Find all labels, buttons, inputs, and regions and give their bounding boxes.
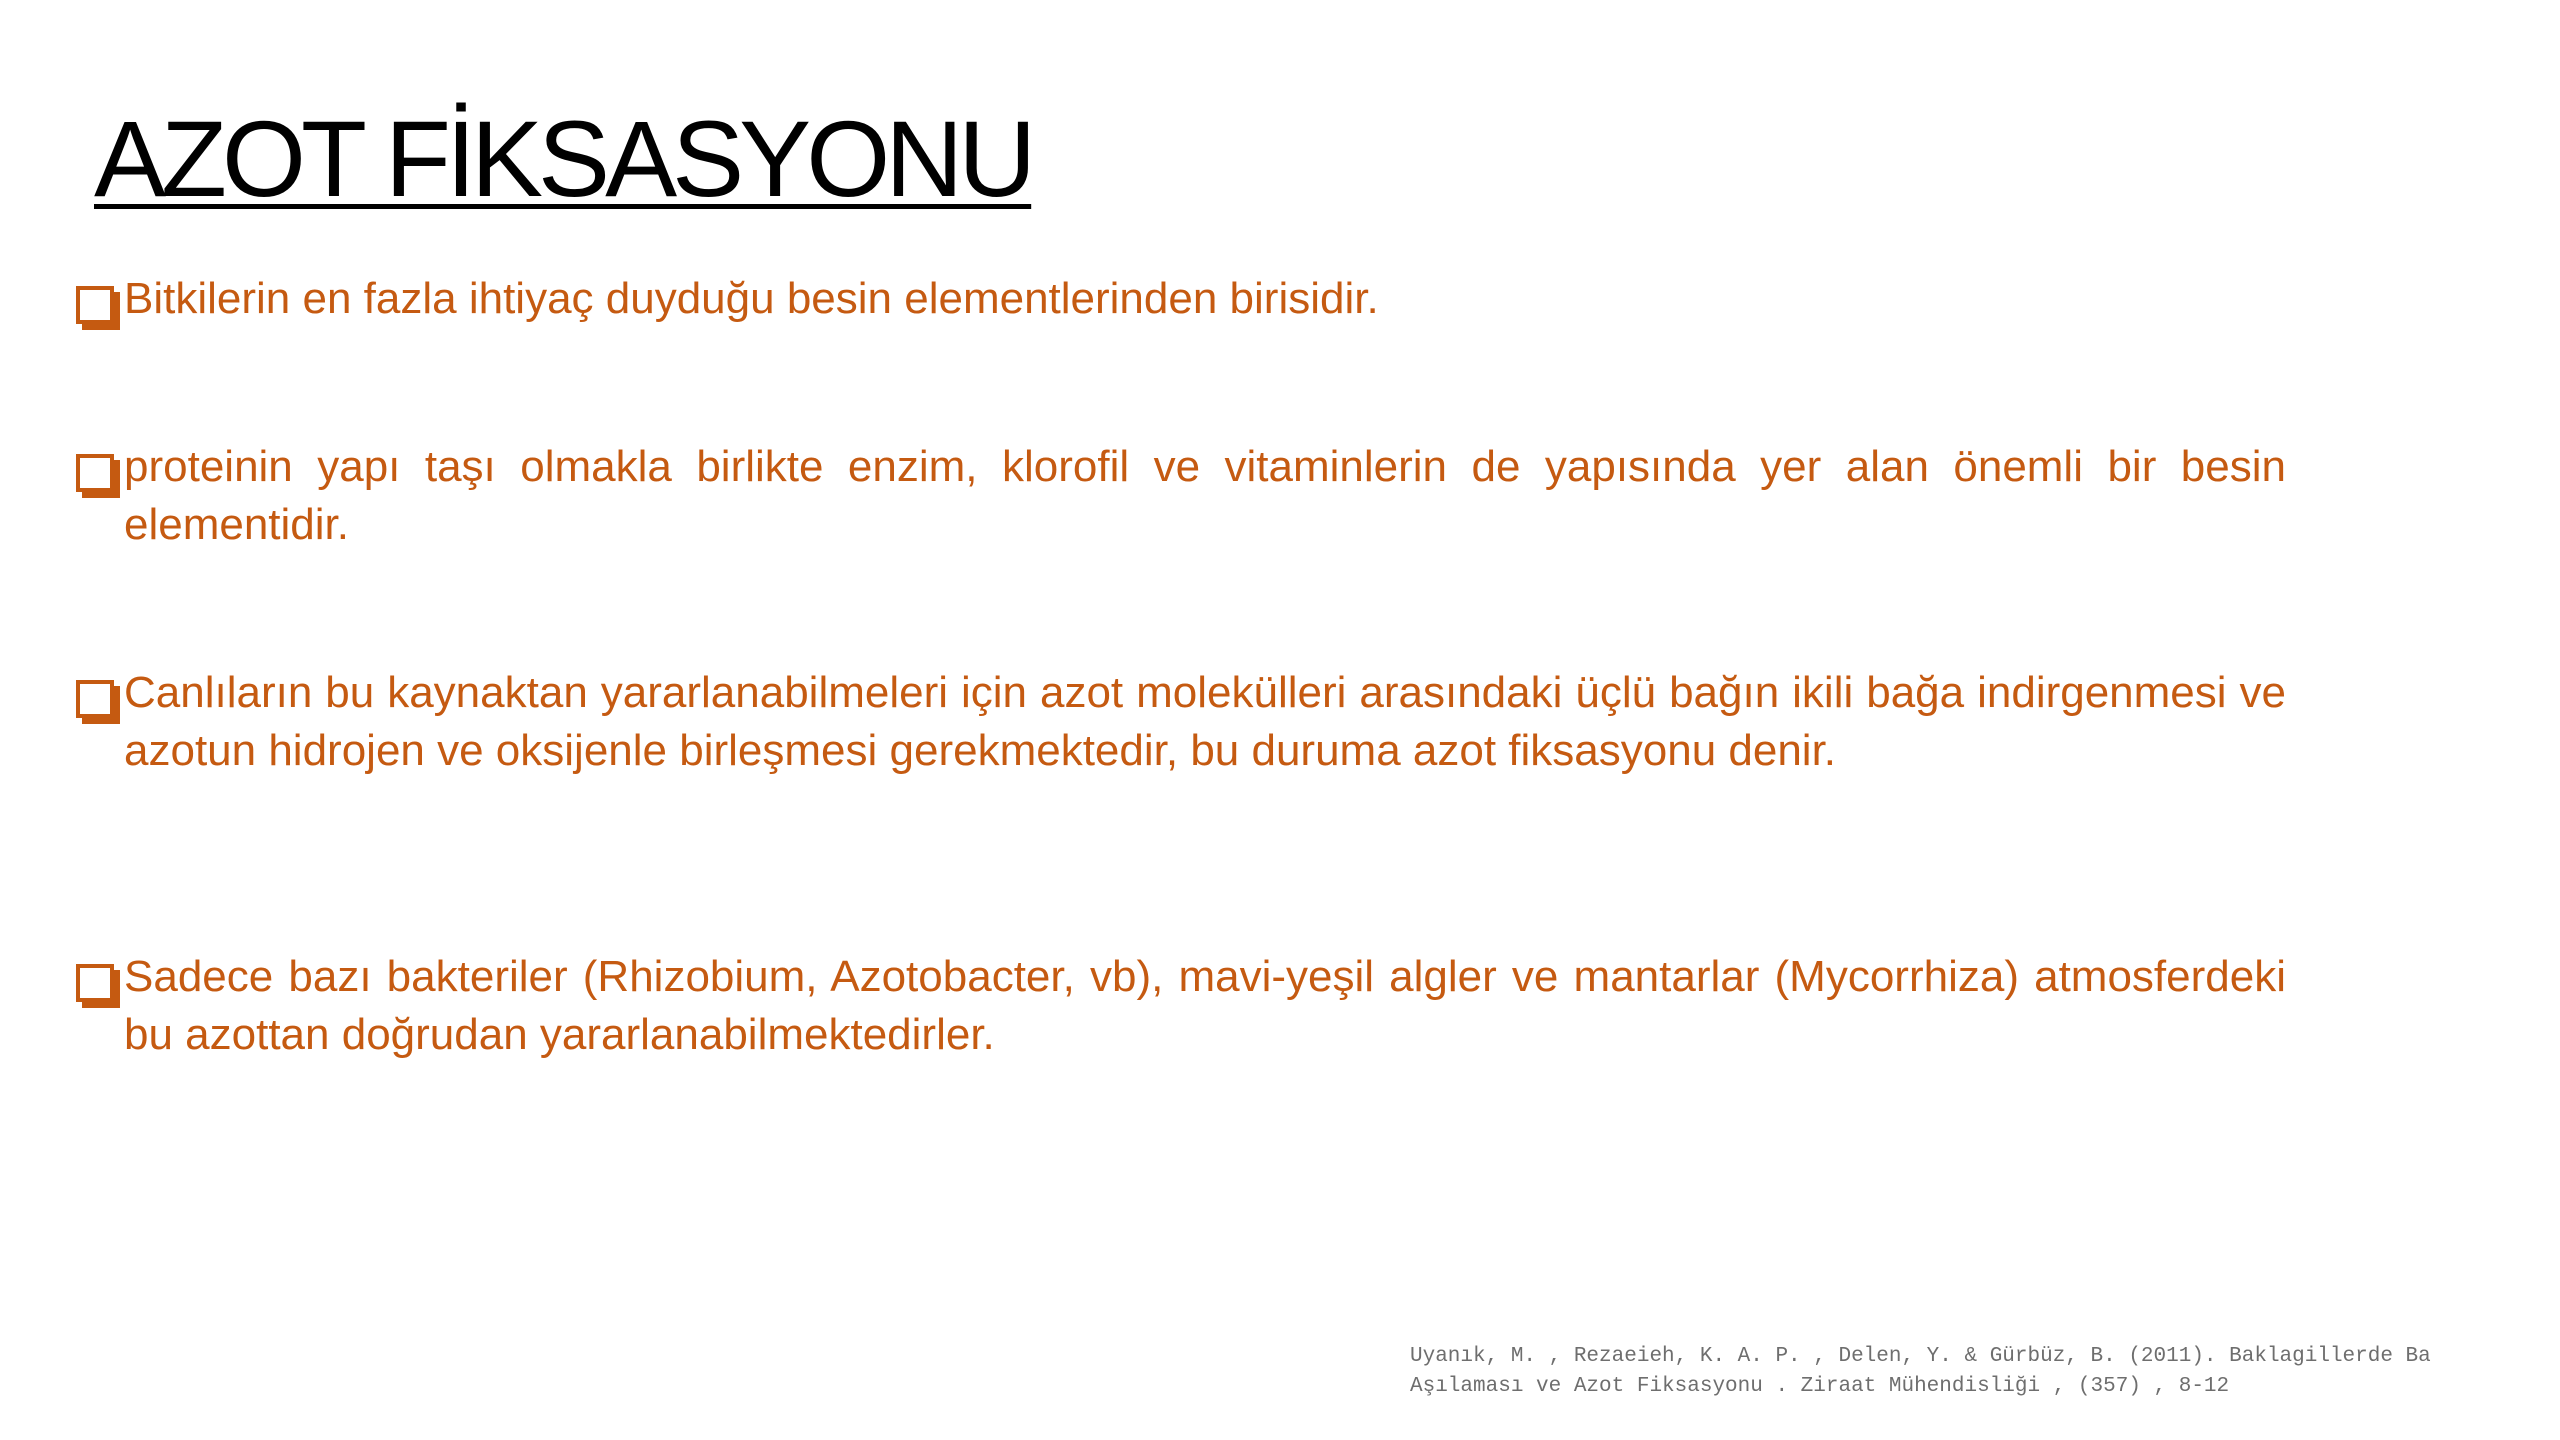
- hollow-square-bullet-icon: [76, 680, 114, 718]
- slide-title: AZOT FİKSASYONU: [94, 98, 1032, 219]
- bullet-text: proteinin yapı taşı olmakla birlikte enzim, klorofil ve vitaminlerin de yapısında yer alan önemli bir besin elementidir.: [124, 442, 2286, 549]
- bullet-item: [76, 438, 2286, 554]
- hollow-square-bullet-icon: [76, 454, 114, 492]
- citation-line: Aşılaması ve Azot Fiksasyonu . Ziraat Mühendisliği , (357) , 8-12: [1410, 1375, 2230, 1398]
- bullet-text: Sadece bazı bakteriler (Rhizobium, Azotobacter, vb), mavi-yeşil algler ve mantarlar (Mycorrhiza) atmosferdeki bu azottan doğrudan yararlanabilmektedirler.: [124, 952, 2286, 1059]
- citation-line: Uyanık, M. , Rezaeieh, K. A. P. , Delen, Y. & Gürbüz, B. (2011). Baklagillerde Ba: [1410, 1345, 2431, 1368]
- citation: [1410, 1342, 2550, 1402]
- bullet-item: [76, 270, 2286, 328]
- bullet-item: [76, 664, 2286, 780]
- bullet-item: [76, 948, 2286, 1064]
- hollow-square-bullet-icon: [76, 964, 114, 1002]
- bullet-text: Bitkilerin en fazla ihtiyaç duyduğu besin elementlerinden birisidir.: [124, 274, 1379, 323]
- hollow-square-bullet-icon: [76, 286, 114, 324]
- bullet-text: Canlıların bu kaynaktan yararlanabilmeleri için azot molekülleri arasındaki üçlü bağın ikili bağa indirgenmesi ve azotun hidrojen ve oksijenle birleşmesi gerekmektedir, bu duruma azot fiksasyonu denir.: [124, 668, 2286, 775]
